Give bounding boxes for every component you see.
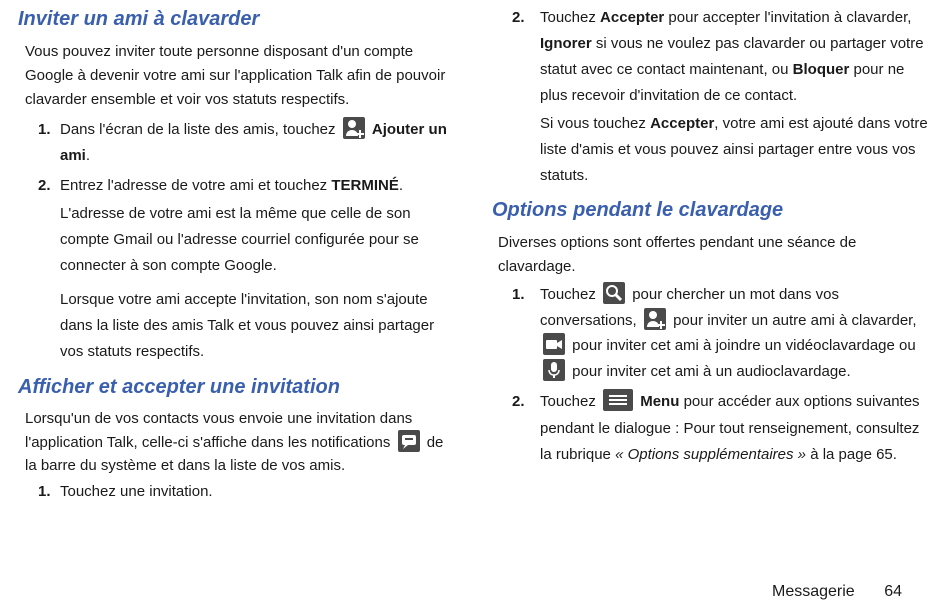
- add-friend-icon: [644, 308, 666, 330]
- step-text: Touchez: [540, 286, 596, 303]
- step-text: Touchez: [540, 9, 596, 26]
- step-text: pour chercher un mot dans vos conversations,: [540, 286, 839, 329]
- talk-notification-icon: [398, 430, 420, 452]
- video-camera-icon: [543, 333, 565, 355]
- add-friend-label: Ajouter un ami: [60, 121, 447, 164]
- invite-step-1: [18, 117, 450, 169]
- invite-intro: Vous pouvez inviter toute personne disposant d'un compte Google à devenir votre ami sur l'application Talk afin de pouvoir clavarder ensemble et voir vos statuts respectifs.: [25, 43, 446, 108]
- options-intro: Diverses options sont offertes pendant une séance de clavardage.: [498, 234, 857, 275]
- ignore-label: Ignorer: [540, 35, 592, 52]
- done-label: TERMINÉ: [331, 177, 399, 194]
- options-step-2: [492, 389, 932, 469]
- accept-intro-text: Lorsqu'un de vos contacts vous envoie une invitation dans l'application Talk, celle-ci s'affiche dans les notifications: [25, 410, 413, 451]
- step-punct: .: [85, 147, 91, 164]
- invite-step-2: [18, 173, 450, 199]
- accept-label: Accepter: [600, 9, 665, 26]
- step-text: pour accepter l'invitation à clavarder,: [668, 9, 912, 26]
- step-text: si vous ne voulez pas clavarder ou partager votre statut avec ce contact maintenant, ou: [540, 35, 924, 78]
- invite-note-1: L'adresse de votre ami est la même que celle de son compte Gmail ou l'adresse courriel configurée pour se connecter à son compte Google.: [60, 205, 419, 274]
- microphone-icon: [543, 359, 565, 381]
- page-footer: [772, 583, 932, 601]
- accept-note: [492, 111, 932, 189]
- step-text: pour accéder aux options suivantes pendant le dialogue : Pour tout renseignement, consultez la rubrique: [540, 393, 920, 463]
- step-number: 2.: [512, 393, 525, 410]
- step-number: 1.: [38, 121, 51, 138]
- menu-label: Menu: [640, 393, 680, 410]
- section-title-accept: Afficher et accepter une invitation: [18, 376, 340, 398]
- left-column: [18, 0, 450, 505]
- page-number: 64: [884, 583, 902, 600]
- step-text: pour ne plus recevoir d'invitation de ce contact.: [540, 61, 905, 104]
- search-icon: [603, 282, 625, 304]
- note-text: , votre ami est ajouté dans votre liste d'amis et vous pouvez ainsi partager entre vous vos statuts.: [540, 115, 928, 184]
- step-number: 2.: [38, 177, 51, 194]
- step-text: Entrez l'adresse de votre ami et touchez: [60, 177, 328, 194]
- footer-section: Messagerie: [772, 583, 855, 600]
- step-text: pour inviter cet ami à un audioclavardage.: [572, 362, 851, 380]
- cross-reference: « Options supplémentaires »: [615, 446, 807, 463]
- section-title-options: Options pendant le clavardage: [492, 199, 784, 221]
- step-text: Touchez: [540, 393, 596, 410]
- step-text: à la page 65.: [810, 446, 897, 463]
- step-number: 1.: [512, 286, 525, 303]
- block-label: Bloquer: [792, 61, 850, 78]
- accept-step-2: [492, 5, 932, 109]
- step-number: 2.: [512, 9, 525, 26]
- accept-intro: [18, 407, 450, 477]
- invite-note-2: Lorsque votre ami accepte l'invitation, son nom s'ajoute dans la liste des amis Talk et vous pouvez ainsi partager vos statuts respectifs.: [60, 291, 435, 360]
- section-title-invite: Inviter un ami à clavarder: [18, 8, 260, 30]
- add-friend-icon: [343, 117, 365, 139]
- step-text: pour inviter cet ami à joindre un vidéoclavardage ou: [572, 337, 916, 354]
- step-text: Dans l'écran de la liste des amis, touchez: [60, 121, 336, 138]
- step-number: 1.: [38, 483, 51, 500]
- step-text: pour inviter un autre ami à clavarder,: [673, 311, 917, 329]
- right-column: [492, 0, 932, 469]
- step-text: Touchez une invitation.: [60, 483, 213, 500]
- options-step-1: [492, 282, 932, 384]
- menu-icon: [603, 389, 633, 411]
- accept-step-1: [18, 479, 450, 505]
- accept-label: Accepter: [650, 115, 715, 132]
- step-punct: .: [398, 177, 404, 194]
- accept-intro-text-2: de la barre du système et dans la liste de vos amis.: [25, 434, 444, 474]
- note-text: Si vous touchez: [540, 115, 646, 132]
